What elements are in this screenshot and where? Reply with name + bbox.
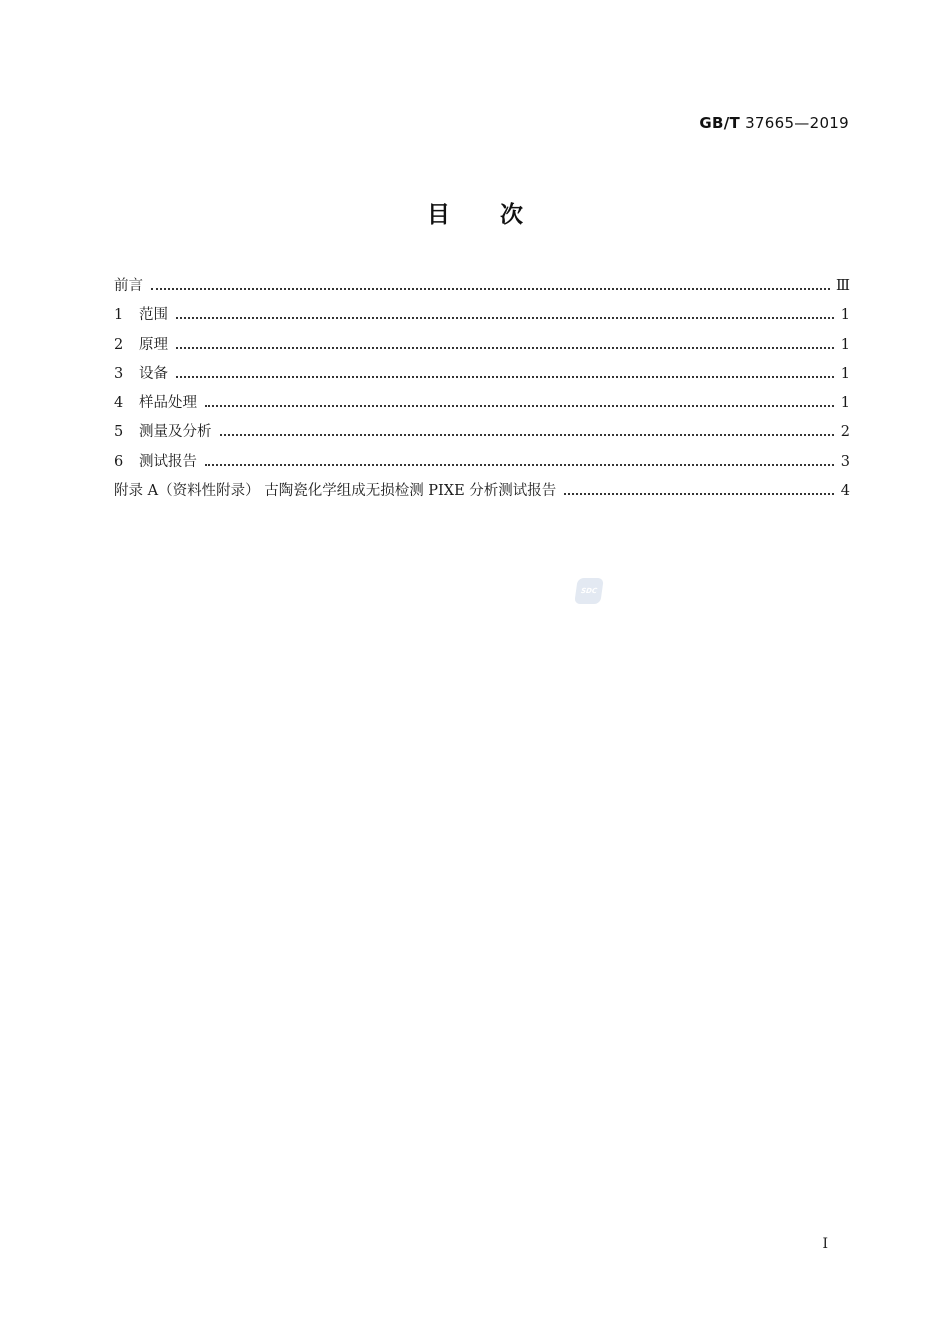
toc-entry-foreword[interactable] [114,274,850,303]
toc-page-number: 4 [840,483,850,500]
toc-leader-dots [205,391,834,407]
toc-label: 测量及分析 [139,424,212,441]
toc-section-number: 4 [114,395,124,412]
toc-label: 前言 [114,278,143,294]
toc-page-number: 1 [840,395,850,412]
toc-page-number: 1 [840,336,850,353]
toc-section-number: 6 [114,453,124,470]
toc-page-number: Ⅲ [836,278,850,294]
page-title: 目次 [427,202,573,228]
toc-leader-dots [176,303,834,319]
toc-page-number: 2 [840,424,850,441]
toc-entry-principle[interactable] [114,333,850,362]
standard-prefix: GB/T [699,114,741,132]
toc-label: 附录 A（资料性附录） 古陶瓷化学组成无损检测 PIXE 分析测试报告 [114,483,557,500]
toc-leader-dots [205,450,834,466]
watermark-text: SDC [580,587,598,595]
toc-leader-dots [220,420,835,436]
toc-label: 设备 [139,365,168,382]
toc-label: 测试报告 [139,453,197,470]
toc-section-number: 5 [114,424,124,441]
toc-leader-dots [151,274,830,290]
toc-page-number: 1 [840,365,850,382]
toc-section-number: 3 [114,365,124,382]
toc-section-number: 1 [114,307,124,324]
toc-entry-measurement[interactable] [114,420,850,449]
toc-leader-dots [176,333,834,349]
sdc-watermark-logo [574,578,604,604]
toc-leader-dots [564,479,834,495]
toc-entry-appendix-a[interactable] [114,479,850,508]
toc-entry-test-report[interactable] [114,450,850,479]
standard-code [699,114,849,132]
page-folio: Ⅰ [822,1236,828,1252]
toc-label: 范围 [139,307,168,324]
toc-entry-scope[interactable] [114,303,850,332]
standard-number: 37665—2019 [745,114,849,132]
toc-entry-equipment[interactable] [114,362,850,391]
toc-label: 样品处理 [139,395,197,412]
toc-leader-dots [176,362,834,378]
toc-page-number: 3 [840,453,850,470]
toc-page-number: 1 [840,307,850,324]
toc-entry-sample-processing[interactable] [114,391,850,420]
toc-label: 原理 [139,336,168,353]
table-of-contents [114,274,850,508]
toc-section-number: 2 [114,336,124,353]
